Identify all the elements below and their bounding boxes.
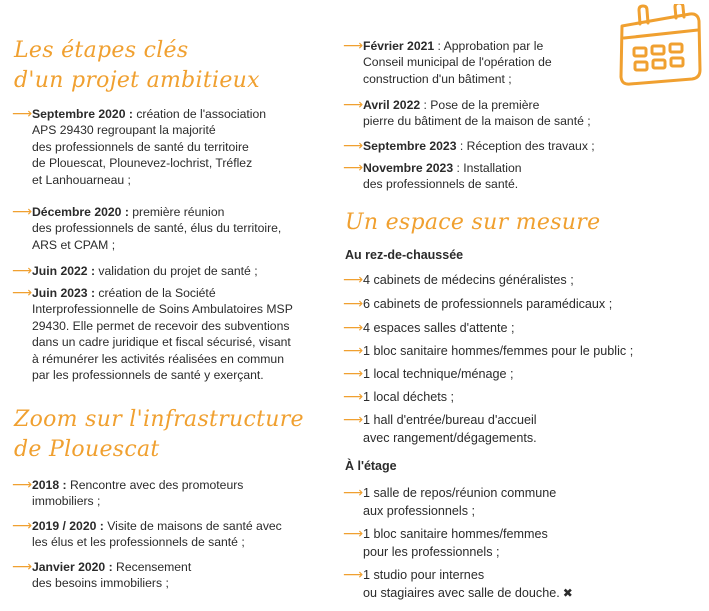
list-item: ⟶ Septembre 2020 : création de l'association APS 29430 regroupant la majorité des professionnels de santé du territoire de Plouescat, Plounevez-lochrist, Tréflez et Lanhouarneau ;	[12, 105, 267, 187]
arrow-right-icon: ⟶	[343, 388, 364, 404]
arrow-right-icon: ⟶	[12, 203, 33, 219]
list-item: ⟶ Juin 2023 : création de la Société Interprofessionnelle de Soins Ambulatoires MSP 29430. Elle permet de recevoir des subventions dans un cadre juridique et fiscal sécurisé, visant à rémunérer les activités réalisées en commun par les professionnels de santé y exerçant.	[12, 284, 293, 383]
arrow-right-icon: ⟶	[343, 271, 364, 287]
arrow-right-icon: ⟶	[343, 525, 364, 541]
list-item: ⟶ Avril 2022 : Pose de la première pierre du bâtiment de la maison de santé ;	[343, 96, 591, 129]
arrow-right-icon: ⟶	[12, 284, 33, 300]
arrow-right-icon: ⟶	[343, 566, 364, 582]
arrow-right-icon: ⟶	[343, 37, 364, 53]
list-item: ⟶ 2019 / 2020 : Visite de maisons de santé avec les élus et les professionnels de santé ;	[12, 517, 282, 550]
list-item: ⟶ 1 bloc sanitaire hommes/femmes pour le public ;	[343, 342, 634, 358]
arrow-right-icon: ⟶	[343, 484, 364, 500]
list-item: ⟶ Septembre 2023 : Réception des travaux ;	[343, 137, 595, 153]
arrow-right-icon: ⟶	[12, 517, 33, 533]
arrow-right-icon: ⟶	[12, 476, 33, 492]
list-item: ⟶ Décembre 2020 : première réunion des professionnels de santé, élus du territoire, ARS et CPAM ;	[12, 203, 282, 252]
heading-custom-space: Un espace sur mesure	[345, 210, 601, 235]
arrow-right-icon: ⟶	[343, 411, 364, 427]
list-item: ⟶ 2018 : Rencontre avec des promoteurs immobiliers ;	[12, 476, 244, 509]
calendar-icon	[612, 4, 706, 90]
list-item: ⟶ 1 studio pour internes ou stagiaires avec salle de douche. ✖	[343, 566, 573, 600]
arrow-right-icon: ⟶	[343, 365, 364, 381]
arrow-right-icon: ⟶	[12, 558, 33, 574]
arrow-right-icon: ⟶	[12, 262, 33, 278]
list-item: ⟶ Juin 2022 : validation du projet de santé ;	[12, 262, 258, 278]
arrow-right-icon: ⟶	[343, 319, 364, 335]
arrow-right-icon: ⟶	[12, 105, 33, 121]
list-item: ⟶ 1 hall d'entrée/bureau d'accueil avec rangement/dégagements.	[343, 411, 537, 445]
list-item: ⟶ Novembre 2023 : Installation des professionnels de santé.	[343, 159, 522, 192]
arrow-right-icon: ⟶	[343, 342, 364, 358]
list-item: ⟶ Février 2021 : Approbation par le Conseil municipal de l'opération de construction d'un bâtiment ;	[343, 37, 552, 86]
upper-floor-label: À l'étage	[345, 459, 397, 473]
list-item: ⟶ 1 local technique/ménage ;	[343, 365, 514, 381]
list-item: ⟶ 1 local déchets ;	[343, 388, 455, 404]
list-item: ⟶ 4 cabinets de médecins généralistes ;	[343, 271, 574, 287]
list-item: ⟶ 6 cabinets de professionnels paramédicaux ;	[343, 295, 613, 311]
list-item: ⟶ 4 espaces salles d'attente ;	[343, 319, 515, 335]
arrow-right-icon: ⟶	[343, 137, 364, 153]
arrow-right-icon: ⟶	[343, 96, 364, 112]
ground-floor-label: Au rez-de-chaussée	[345, 248, 464, 262]
list-item: ⟶ Janvier 2020 : Recensement des besoins immobiliers ;	[12, 558, 192, 591]
end-mark-icon: ✖	[562, 586, 573, 600]
list-item: ⟶ 1 salle de repos/réunion commune aux professionnels ;	[343, 484, 557, 518]
heading-infrastructure: Zoom sur l'infrastructure de Plouescat	[14, 407, 304, 462]
heading-key-steps: Les étapes clés d'un projet ambitieux	[14, 38, 260, 93]
arrow-right-icon: ⟶	[343, 295, 364, 311]
arrow-right-icon: ⟶	[343, 159, 364, 175]
list-item: ⟶ 1 bloc sanitaire hommes/femmes pour les professionnels ;	[343, 525, 548, 559]
